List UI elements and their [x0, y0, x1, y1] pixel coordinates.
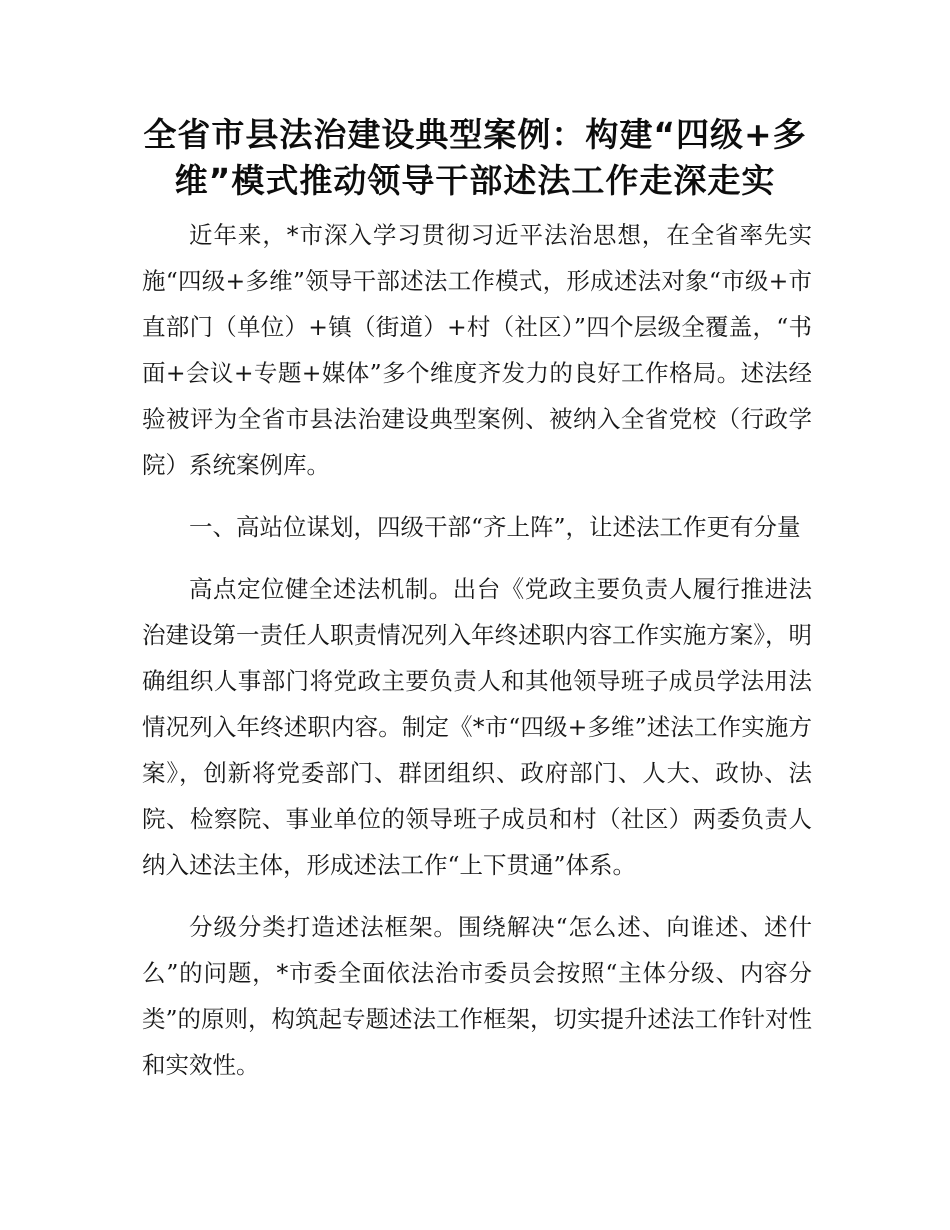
document-title: [120, 112, 830, 204]
section-heading-1: 一、高站位谋划，四级干部“齐上阵”，让述法工作更有分量: [189, 513, 801, 541]
body-paragraph-mechanism: 高点定位健全述法机制。出台《党政主要负责人履行推进法治建设第一责任人职责情况列入年终述职内容工作实施方案》，明确组织人事部门将党政主要负责人和其他领导班子成员学法用法情况列入年终述职内容。制定《*市“四级+多维”述法工作实施方案》，创新将党委部门、群团组织、政府部门、人大、政协、法院、检察院、事业单位的领导班子成员和村（社区）两委负责人纳入述法主体，形成述法工作“上下贯通”体系。: [142, 575, 812, 879]
intro-paragraph: 近年来，*市深入学习贯彻习近平法治思想，在全省率先实施“四级+多维”领导干部述法工作模式，形成述法对象“市级+市直部门（单位）+镇（街道）+村（社区）”四个层级全覆盖，“书面+会议+专题+媒体”多个维度齐发力的良好工作格局。述法经验被评为全省市县法治建设典型案例、被纳入全省党校（行政学院）系统案例库。: [142, 221, 812, 479]
body-paragraph-framework: 分级分类打造述法框架。围绕解决“怎么述、向谁述、述什么”的问题，*市委全面依法治市委员会按照“主体分级、内容分类”的原则，构筑起专题述法工作框架，切实提升述法工作针对性和实效性。: [142, 913, 813, 1079]
title-line-1: 全省市县法治建设典型案例：构建“四级+多: [143, 115, 807, 154]
document-body: [142, 212, 812, 1088]
title-line-2: 维”模式推动领导干部述法工作走深走实: [174, 161, 776, 200]
